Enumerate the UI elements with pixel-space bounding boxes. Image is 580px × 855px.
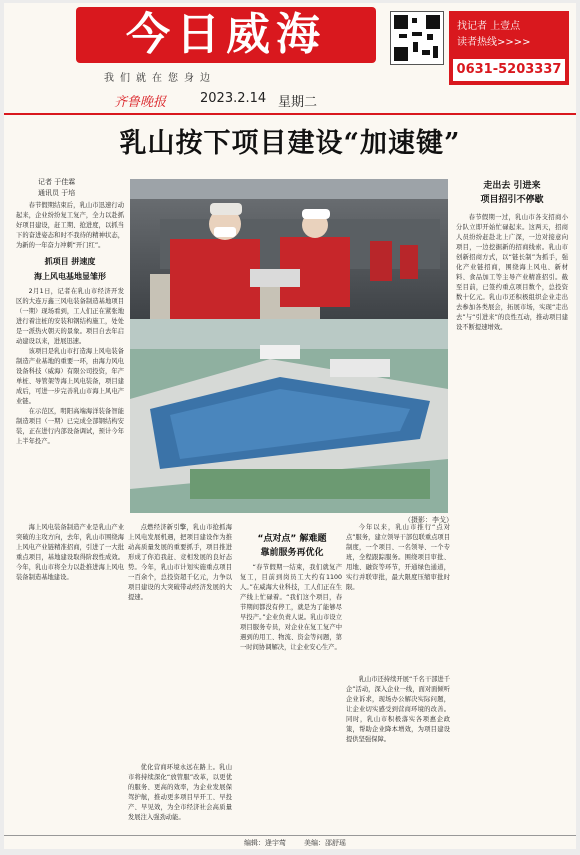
- article-paragraph: 优化营商环境永远在路上。乳山市将持续深化“放管服”改革，以更优的服务、更高的效率，为企业发展保驾护航，推动更多项目早开工、早投产、早见效，为全市经济社会高质量发展注入强劲动能。: [128, 764, 232, 821]
- article-paragraph: 点燃经济新引擎，乳山市抢抓海上风电发展机遇，把项目建设作为推动高质量发展的重要抓手，项目推进形成了你追我赶、竞相发展的良好态势。今年，乳山市计划实施重点项目一百余个，总投资超千亿元，力争以项目建设的大突破带动经济发展的大提速。: [128, 524, 232, 601]
- newspaper-page: [4, 3, 576, 849]
- byline-reporter: 记者 于佳霖: [38, 178, 76, 186]
- hotline-box: [449, 11, 569, 85]
- section-subhead: 抓项目 拼速度: [44, 257, 96, 266]
- right-title-line2: 项目招引不停歇: [480, 195, 544, 205]
- center-column-1: [240, 563, 342, 829]
- right-section-title: [454, 179, 570, 207]
- qr-code-icon: [390, 11, 444, 65]
- masthead-slogan: 我们就在您身边: [104, 73, 216, 84]
- hotline-phone: 0631-5203337: [453, 59, 565, 81]
- paper-name: 齐鲁晚报: [114, 95, 167, 110]
- article-paragraph: 在示范区，明阳高端海洋装备智能制造项目（一期）已完成全部钢结构安装，正在进行内部设备调试，预计今年上半年投产。: [16, 408, 124, 445]
- designer-credit: 美编：邵舒瑶: [304, 839, 346, 847]
- news-photo: [130, 319, 448, 513]
- dateline: [4, 89, 576, 115]
- article-paragraph: 今年以来，乳山市推行“点对点”服务，建立领导干部包联重点项目制度，一个项目、一名领导、一个专班，全程跟踪服务。围绕项目审批、用地、融资等环节，开通绿色通道，实行并联审批，最大限度压缩审批时限。: [346, 524, 450, 591]
- section-subhead: 海上风电基地显雏形: [34, 272, 106, 281]
- center-subhead-line2: 靠前服务再优化: [260, 548, 324, 558]
- article-paragraph: 海上风电装备制造产业是乳山产业突破的主攻方向，去年，乳山市围绕海上风电产业链精准招商，引进了一大批重点项目，基地建设取得阶段性成效。今年，乳山市将全力以赴推进海上风电装备制造基地建设。: [16, 524, 124, 581]
- byline-correspondent: 通讯员 于培: [38, 189, 76, 197]
- issue-weekday: 星期二: [278, 95, 318, 110]
- photo-credit: （摄影：李戈）: [404, 516, 453, 524]
- center-subhead: [252, 533, 332, 560]
- hotline-line1: 找记者 上壹点: [457, 21, 521, 32]
- article-paragraph: 2月1日，记者在乳山市经济开发区的大连万鑫三风电装备制造基地项目（一期）现场看到，工人们正在紧张地进行着注桩的安装和钢结构施工，处处是一派热火朝天的景象。项目自去年启动建设以来，进展迅速。: [16, 288, 124, 345]
- page-headline: 乳山按下项目建设“加速键”: [119, 128, 461, 159]
- byline: [38, 177, 75, 199]
- center-column-3: [346, 675, 450, 829]
- center-column-2: [346, 523, 450, 673]
- page-footer: [4, 835, 576, 849]
- article-paragraph: 春节假期一过，乳山市各支招商小分队立即开始忙碌起来。这两天，招商人员纷纷赶赴北上广深，一边对接意向项目，一边挖掘新的招商线索。乳山市创新招商方式，以“链长制”为抓手，强化产业链招商，围绕海上风电、新材料、食品加工等主导产业精准招引。截至目前，已签约重点项目数个，总投资数十亿元。乳山市还积极组织企业走出去参加各类展会，拓展市场，实现“走出去”与“引进来”的良性互动，推动项目建设不断提速增效。: [456, 214, 568, 331]
- masthead-title: 今日威海: [76, 7, 376, 63]
- right-title-line1: 走出去 引进来: [483, 181, 541, 191]
- center-column-4: [128, 763, 232, 829]
- issue-date: 2023.2.14: [200, 91, 267, 106]
- hotline-line2: 读者热线>>>>: [457, 37, 531, 48]
- article-paragraph: 该项目是乳山市打造海上风电装备制造产业基地的重要一环，由海力风电设备科技（威海）有限公司投资，年产单桩、导管架等海上风电装备，项目建成后，可进一步完善乳山市海上风电产业链。: [16, 348, 124, 405]
- masthead: [4, 3, 576, 87]
- left-column: [16, 201, 124, 519]
- article-intro: 春节假期结束后，乳山市迅速行动起来，企业纷纷复工复产，全力以赴抓好项目建设，赶工期、抢进度，以抓当下的奋进姿态和时不我待的精神状态，为新的一年奋力冲刺“开门红”。: [16, 202, 124, 249]
- right-column: [456, 213, 568, 829]
- article-paragraph: 乳山市还持续开展“千名干部进千企”活动，深入企业一线，面对面倾听企业诉求，现场办公解决实际问题，让企业切实感受到营商环境的改善。同时，乳山市积极落实各项惠企政策，帮助企业降本增效，为项目建设提供坚强保障。: [346, 676, 450, 743]
- center-subhead-line1: “点对点” 解难题: [257, 534, 327, 544]
- left-column-lower: [16, 523, 124, 829]
- article-paragraph: “春节假期一结束，我们就复产复工，目前到岗员工大约有1100人。”在威海大业科技，工人们正在生产线上忙碌着。“我们这个项目，春节期间都没有停工，就是为了能够尽早投产。”企业负责人说。乳山市设立项目服务专员，对企业在复工复产中遇到的用工、物流、资金等问题，第一时间协调解决，让企业安心生产。: [240, 564, 342, 651]
- editor-credit: 编辑：逄宇莺: [244, 839, 286, 847]
- aerial-base-photo: [130, 319, 448, 513]
